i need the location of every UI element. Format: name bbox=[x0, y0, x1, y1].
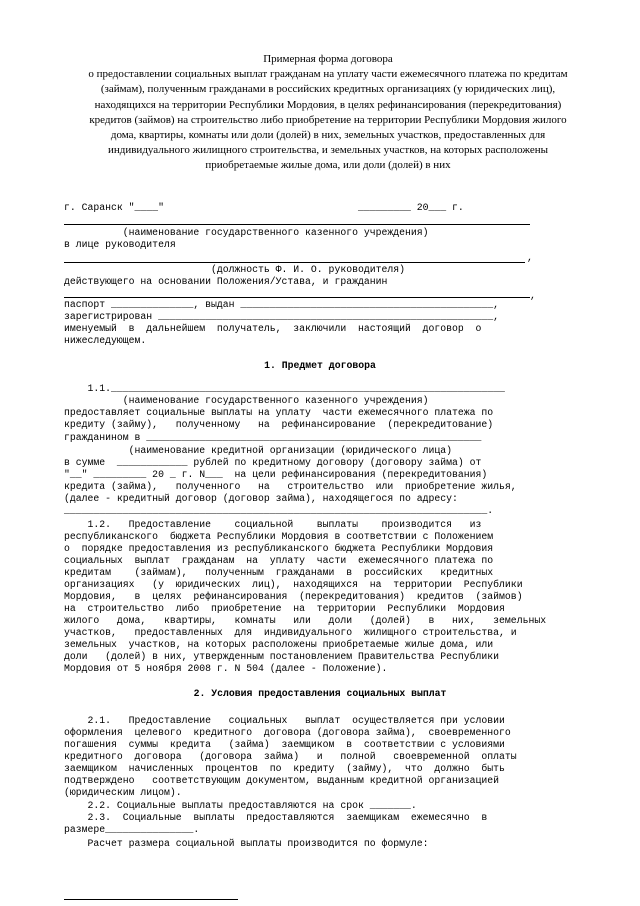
registration-line: зарегистрирован _________________________________________________________, bbox=[64, 311, 500, 322]
paragraph-line: кредита (займа), полученного на строительство или приобретение жилья, bbox=[64, 481, 517, 492]
paragraph-line: Расчет размера социальной выплаты производится по формуле: bbox=[64, 838, 429, 849]
paragraph-line: (далее - кредитный договор (договор займа), находящегося по адресу: bbox=[64, 493, 458, 504]
paragraph-line: о порядке предоставления из республиканского бюджета Республики Мордовия bbox=[64, 543, 494, 554]
paragraph-line: кредитам (займам), полученным гражданами в российских кредитных bbox=[64, 567, 494, 578]
header-line: (займам), полученным гражданами в российских кредитных организациях (у юридических лиц), bbox=[100, 83, 556, 96]
paragraph-line: погашения суммы кредита (займа) заемщиком в соответствии с условиями bbox=[64, 739, 505, 750]
paragraph-line: организациях (у юридических лиц), находящихся на территории Республики bbox=[64, 579, 523, 590]
header-line: дома, квартиры, комнаты или доли (долей) в них, земельных участков, предоставленных для bbox=[110, 129, 546, 142]
intro-text: нижеследующем. bbox=[64, 335, 147, 346]
blank-line bbox=[64, 224, 530, 225]
paragraph-line: "__" _________ 20 _ г. N___ на цели рефинансирования (перекредитования) bbox=[64, 469, 488, 480]
paragraph-line: жилого дома, квартиры, комнаты или доли (долей) в них, земельных bbox=[64, 615, 547, 626]
paragraph-line: кредиту (займу), полученному на рефинансирование (перекредитование) bbox=[64, 419, 494, 430]
document-title: Примерная форма договора bbox=[263, 53, 393, 65]
paragraph-line: Мордовия от 5 ноября 2008 г. N 504 (далее - Положение). bbox=[64, 663, 388, 674]
paragraph-line: 1.1.___________________________________________________________________ bbox=[64, 383, 505, 394]
line-caption: (наименование кредитной организации (юридического лица) bbox=[64, 445, 453, 456]
paragraph-line: ________________________________________________________________________. bbox=[64, 505, 494, 516]
comma: , bbox=[530, 290, 536, 301]
paragraph-line: 1.2. Предоставление социальной выплаты производится из bbox=[64, 519, 482, 530]
paragraph-line: 2.2. Социальные выплаты предоставляются на срок _______. bbox=[64, 800, 417, 811]
paragraph-line: 2.3. Социальные выплаты предоставляются заемщикам ежемесячно в bbox=[64, 812, 488, 823]
paragraph-line: оформления целевого кредитного договора (договора займа), своевременного bbox=[64, 727, 511, 738]
paragraph-line: заемщиком начисленных процентов по кредиту (займу), что должно быть bbox=[64, 763, 505, 774]
intro-text: именуемый в дальнейшем получатель, заключили настоящий договор о bbox=[64, 323, 482, 334]
comma: , bbox=[527, 252, 533, 263]
header-line: приобретаемые жилые дома, или доли (долей) в них bbox=[205, 159, 451, 172]
header-line: индивидуального жилищного строительства, и земельных участков, на которых расположены bbox=[107, 144, 548, 157]
city-date-line: г. Саранск "____" _________ 20___ г. bbox=[64, 202, 464, 213]
paragraph-line: участков, предоставленных для индивидуального жилищного строительства, и bbox=[64, 627, 517, 638]
paragraph-line: на строительство либо приобретение на территории Республики Мордовия bbox=[64, 603, 505, 614]
header-line: находящихся на территории Республики Мордовия, в целях рефинансирования (перекредитования) bbox=[94, 98, 562, 111]
intro-text: действующего на основании Положения/Устава, и гражданин bbox=[64, 276, 388, 287]
line-caption: (наименование государственного казенного учреждения) bbox=[64, 227, 429, 238]
paragraph-line: гражданином в _________________________________________________________ bbox=[64, 432, 482, 443]
paragraph-line: Мордовия, в целях рефинансирования (перекредитования) кредитов (займов) bbox=[64, 591, 523, 602]
line-caption: (должность Ф. И. О. руководителя) bbox=[64, 264, 405, 275]
paragraph-line: (юридическим лицом). bbox=[64, 787, 182, 798]
paragraph-line: 2.1. Предоставление социальных выплат осуществляется при условии bbox=[64, 715, 505, 726]
line-caption: (наименование государственного казенного учреждения) bbox=[64, 395, 429, 406]
section-heading: 2. Условия предоставления социальных выплат bbox=[193, 688, 447, 699]
paragraph-line: кредитного договора (договора займа) и полной своевременной оплаты bbox=[64, 751, 517, 762]
blank-line bbox=[64, 297, 530, 298]
blank-line bbox=[64, 262, 525, 263]
document-header bbox=[64, 52, 592, 174]
paragraph-line: республиканского бюджета Республики Мордовия в соответствии с Положением bbox=[64, 531, 494, 542]
paragraph-line: земельных участков, на которых расположены приобретаемые жилые дома, или bbox=[64, 639, 494, 650]
paragraph-line: доли (долей) в них, утвержденным постановлением Правительства Республики bbox=[64, 651, 500, 662]
paragraph-line: предоставляет социальные выплаты на уплату части ежемесячного платежа по bbox=[64, 407, 494, 418]
paragraph-line: размере_______________. bbox=[64, 824, 200, 835]
header-line: о предоставлении социальных выплат гражданам на уплату части ежемесячного платежа по кредитам bbox=[88, 68, 568, 81]
header-line: кредитов (займов) на строительство либо приобретение на территории Республики Мордовия жилого bbox=[89, 113, 567, 126]
footnote-rule bbox=[64, 899, 238, 900]
intro-text: в лице руководителя bbox=[64, 239, 176, 250]
paragraph-line: подтверждено соответствующим документом, выданным кредитной организацией bbox=[64, 775, 500, 786]
paragraph-line: социальных выплат гражданам на уплату части ежемесячного платежа по bbox=[64, 555, 494, 566]
passport-line: паспорт ______________, выдан ___________________________________________, bbox=[64, 299, 500, 310]
paragraph-line: в сумме ____________ рублей по кредитному договору (договору займа) от bbox=[64, 457, 482, 468]
section-heading: 1. Предмет договора bbox=[264, 360, 376, 371]
